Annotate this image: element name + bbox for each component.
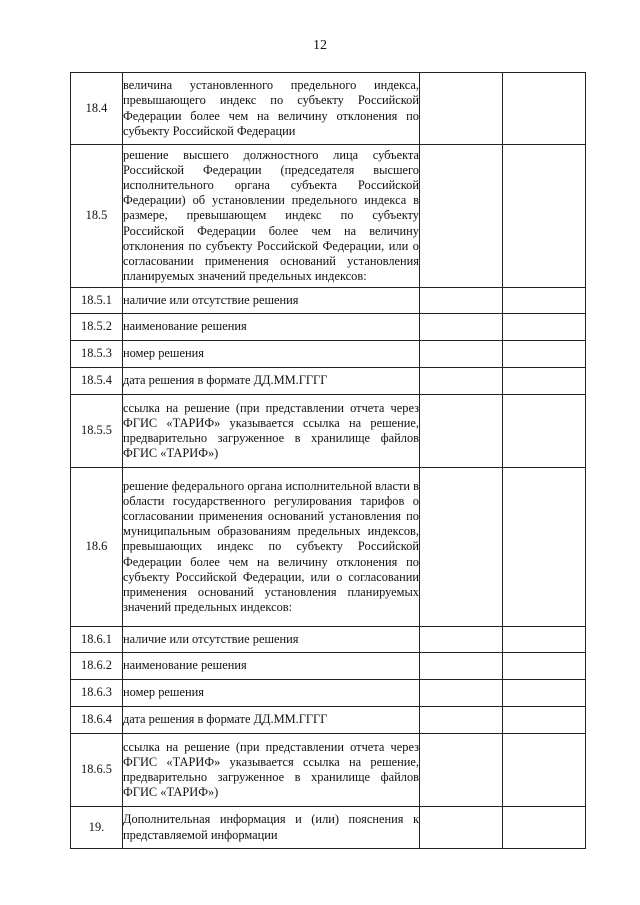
value-cell[interactable] bbox=[420, 368, 503, 395]
table-row bbox=[71, 395, 586, 468]
note-cell[interactable] bbox=[503, 653, 586, 680]
table-row bbox=[71, 627, 586, 653]
table-row bbox=[71, 288, 586, 314]
row-number: 19. bbox=[71, 807, 123, 849]
row-number: 18.5.4 bbox=[71, 368, 123, 395]
row-description: ссылка на решение (при представлении отчета через ФГИС «ТАРИФ» указывается ссылка на решение, предварительно загруженное в хранилище файлов ФГИС «ТАРИФ») bbox=[123, 739, 419, 800]
value-cell[interactable] bbox=[420, 707, 503, 734]
row-number: 18.5 bbox=[71, 145, 123, 288]
value-cell[interactable] bbox=[420, 653, 503, 680]
row-description: Дополнительная информация и (или) пояснения к представляемой информации bbox=[123, 812, 419, 842]
value-cell[interactable] bbox=[420, 145, 503, 288]
table-row bbox=[71, 341, 586, 368]
value-cell[interactable] bbox=[420, 314, 503, 341]
note-cell[interactable] bbox=[503, 468, 586, 627]
row-description: решение высшего должностного лица субъекта Российской Федерации (председателя высшего исполнительного органа субъекта Российской Федерации) об установлении предельного индекса в размере, превышающем индекс по субъекту Российской Федерации более чем на величину отклонения по субъекту Российской Федерации, или о согласовании применения оснований установления планируемых значений предельных индексов: bbox=[123, 148, 419, 283]
table-row bbox=[71, 734, 586, 807]
value-cell[interactable] bbox=[420, 288, 503, 314]
note-cell[interactable] bbox=[503, 73, 586, 145]
row-number: 18.5.3 bbox=[71, 341, 123, 368]
value-cell[interactable] bbox=[420, 627, 503, 653]
row-description: номер решения bbox=[123, 685, 204, 700]
value-cell[interactable] bbox=[420, 468, 503, 627]
row-description: наличие или отсутствие решения bbox=[123, 292, 299, 307]
row-description: наличие или отсутствие решения bbox=[123, 631, 299, 646]
row-number: 18.5.2 bbox=[71, 314, 123, 341]
row-number: 18.5.1 bbox=[71, 288, 123, 314]
row-description: дата решения в формате ДД.ММ.ГГГГ bbox=[123, 712, 328, 727]
note-cell[interactable] bbox=[503, 145, 586, 288]
row-description: решение федерального органа исполнительной власти в области государственного регулирования тарифов о согласовании применения оснований установления по муниципальным образованиям предельных индексов, превышающих индекс по субъекту Российской Федерации более чем на величину отклонения по субъекту Российской Федерации, или о согласовании применения оснований установления планируемых значений предельных индексов: bbox=[123, 479, 419, 614]
note-cell[interactable] bbox=[503, 341, 586, 368]
row-number: 18.6.2 bbox=[71, 653, 123, 680]
row-description: дата решения в формате ДД.ММ.ГГГГ bbox=[123, 373, 328, 388]
row-description: наименование решения bbox=[123, 658, 247, 673]
row-number: 18.6.3 bbox=[71, 680, 123, 707]
row-description: величина установленного предельного индекса, превышающего индекс по субъекту Российской Федерации более чем на величину отклонения по субъекту Российской Федерации bbox=[123, 78, 419, 138]
note-cell[interactable] bbox=[503, 627, 586, 653]
row-number: 18.6.5 bbox=[71, 734, 123, 807]
row-description: номер решения bbox=[123, 346, 204, 361]
value-cell[interactable] bbox=[420, 807, 503, 849]
report-table bbox=[70, 72, 586, 849]
value-cell[interactable] bbox=[420, 680, 503, 707]
table-row bbox=[71, 73, 586, 145]
note-cell[interactable] bbox=[503, 368, 586, 395]
note-cell[interactable] bbox=[503, 395, 586, 468]
table-row bbox=[71, 145, 586, 288]
table-row bbox=[71, 368, 586, 395]
value-cell[interactable] bbox=[420, 341, 503, 368]
table-row bbox=[71, 653, 586, 680]
row-number: 18.6.4 bbox=[71, 707, 123, 734]
note-cell[interactable] bbox=[503, 680, 586, 707]
row-description: наименование решения bbox=[123, 319, 247, 334]
row-number: 18.4 bbox=[71, 73, 123, 145]
row-number: 18.6.1 bbox=[71, 627, 123, 653]
table-row bbox=[71, 707, 586, 734]
note-cell[interactable] bbox=[503, 314, 586, 341]
row-number: 18.6 bbox=[71, 468, 123, 627]
note-cell[interactable] bbox=[503, 707, 586, 734]
table-row bbox=[71, 314, 586, 341]
value-cell[interactable] bbox=[420, 73, 503, 145]
note-cell[interactable] bbox=[503, 734, 586, 807]
row-description: ссылка на решение (при представлении отчета через ФГИС «ТАРИФ» указывается ссылка на решение, предварительно загруженное в хранилище файлов ФГИС «ТАРИФ») bbox=[123, 400, 419, 461]
note-cell[interactable] bbox=[503, 807, 586, 849]
note-cell[interactable] bbox=[503, 288, 586, 314]
table-row bbox=[71, 468, 586, 627]
value-cell[interactable] bbox=[420, 395, 503, 468]
row-number: 18.5.5 bbox=[71, 395, 123, 468]
table-row bbox=[71, 807, 586, 849]
value-cell[interactable] bbox=[420, 734, 503, 807]
page-number: 12 bbox=[313, 38, 327, 53]
table-row bbox=[71, 680, 586, 707]
